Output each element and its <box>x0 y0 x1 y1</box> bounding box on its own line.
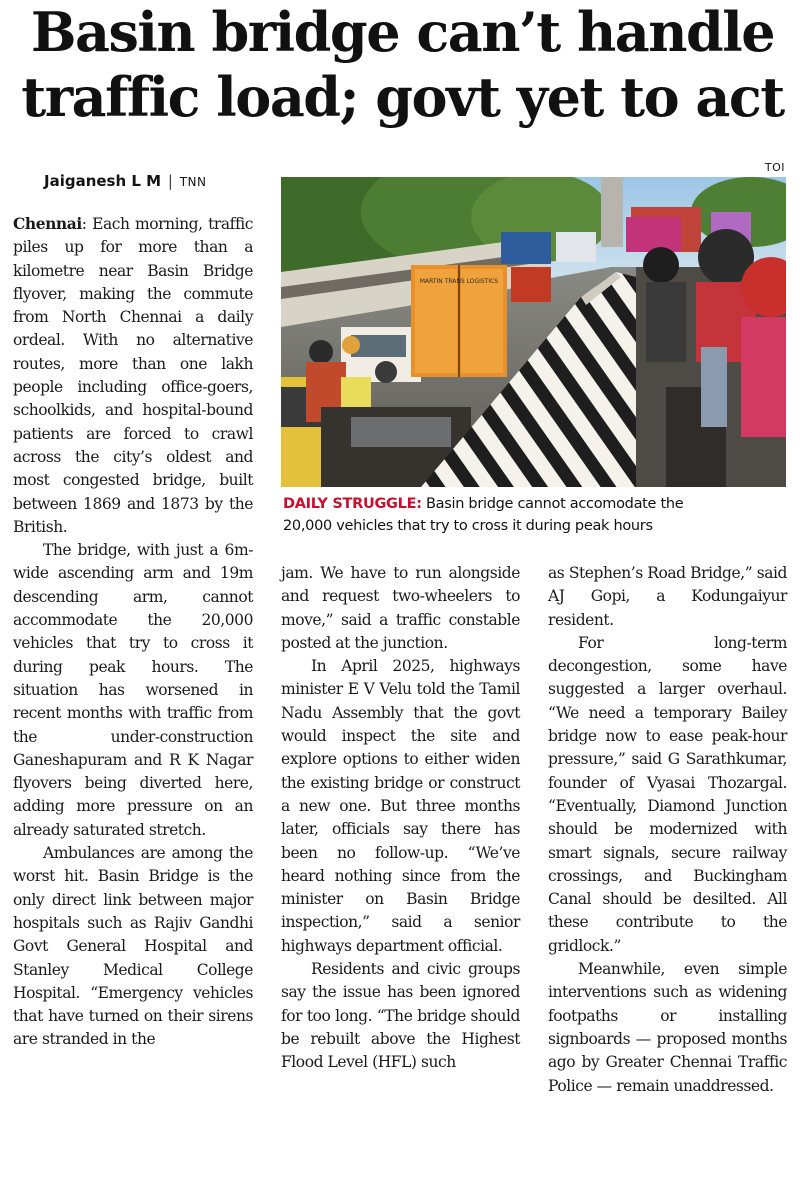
caption-line-2: 20,000 vehicles that try to cross it during peak hours <box>283 518 653 534</box>
byline-author: Jaiganesh L M <box>44 172 162 190</box>
paragraph: The bridge, with just a 6m-wide ascending arm and 19m descending arm, cannot accommodate the 20,000 vehicles that try to cross it during peak hours. The situation has worsened in recent months with traffic from the under-construction Ganeshapuram and R K Nagar flyovers being diverted here, adding more pressure on an already saturated stretch. <box>13 541 253 839</box>
paragraph: In April 2025, highways minister E V Velu told the Tamil Nadu Assembly that the govt would inspect the site and explore options to either widen the existing bridge or construct a new one. But three months later, officials say there has been no follow-up. “We’ve heard nothing since from the minister on Basin Bridge inspection,” said a senior highways department official. <box>281 657 520 955</box>
byline-agency: TNN <box>179 175 207 189</box>
byline <box>44 172 207 190</box>
headline <box>6 0 799 130</box>
caption-kicker: DAILY STRUGGLE: <box>283 496 422 512</box>
article-column-2 <box>281 562 520 1075</box>
paragraph: Meanwhile, even simple interventions such as widening footpaths or installing signboards — proposed months ago by Greater Chennai Traffic Police — remain unaddressed. <box>548 960 787 1095</box>
truck-lettering: MARTIN TRANS LOGISTICS <box>419 278 499 285</box>
article-column-1 <box>13 212 253 1052</box>
headline-line-1: Basin bridge can’t handle <box>30 0 775 64</box>
byline-separator: | <box>167 172 173 190</box>
paragraph <box>13 212 253 539</box>
photo-credit: TOI <box>764 161 785 174</box>
dateline: Chennai <box>13 214 82 233</box>
paragraph: Ambulances are among the worst hit. Basin Bridge is the only direct link between major hospitals such as Rajiv Gandhi Govt General Hospital and Stanley Medical College Hospital. “Emergency vehicles that have turned on their sirens are stranded in the <box>13 844 253 1049</box>
headline-line-2: traffic load; govt yet to act <box>21 65 784 129</box>
paragraph-text: : Each morning, traffic piles up for more than a kilometre near Basin Bridge flyover, making the commute from North Chennai a daily ordeal. With no alternative routes, more than one lakh people including office-goers, schoolkids, and hospital-bound patients are forced to crawl across the city’s oldest and most congested bridge, built between 1869 and 1873 by the British. <box>13 215 253 536</box>
traffic-photo <box>281 177 786 487</box>
paragraph: jam. We have to run alongside and request two-wheelers to move,” said a traffic constable posted at the junction. <box>281 564 520 652</box>
traffic-photo-illustration <box>281 177 786 487</box>
article-column-3 <box>548 562 787 1098</box>
paragraph: as Stephen’s Road Bridge,” said AJ Gopi, a Kodungaiyur resident. <box>548 564 787 629</box>
photo-caption <box>283 493 788 537</box>
caption-text-1: Basin bridge cannot accomodate the <box>426 496 684 512</box>
caption-line-1 <box>283 493 788 515</box>
paragraph: Residents and civic groups say the issue has been ignored for too long. “The bridge should be rebuilt above the Highest Flood Level (HFL) such <box>281 960 520 1072</box>
paragraph: For long-term decongestion, some have suggested a larger overhaul. “We need a temporary Bailey bridge now to ease peak-hour pressure,” said G Sarathkumar, founder of Vyasai Thozargal. “Eventually, Diamond Junction should be modernized with smart signals, secure railway crossings, and Buckingham Canal should be desilted. All these contribute to the gridlock.” <box>548 633 787 955</box>
